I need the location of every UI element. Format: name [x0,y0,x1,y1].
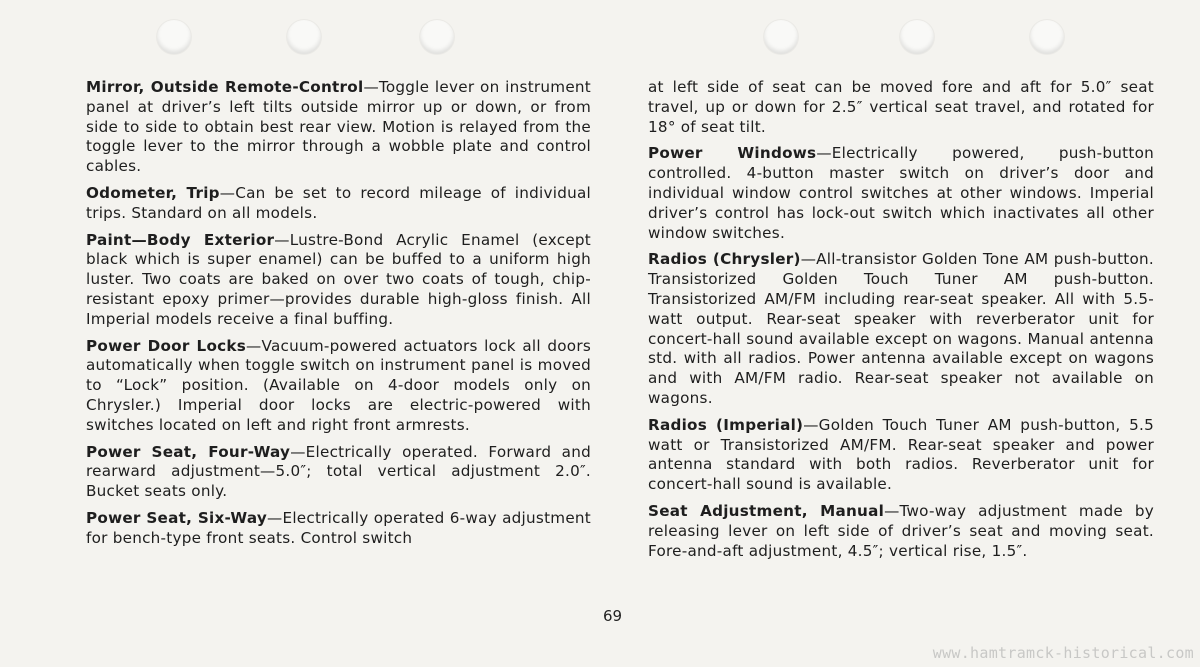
spec-term: Seat Adjustment, Manual [648,501,885,520]
spec-entry [86,184,591,224]
spec-entry [86,78,591,177]
spec-term: Radios (Imperial) [648,415,804,434]
spec-entry [86,231,591,330]
spec-entry [648,144,1154,243]
spec-term: Mirror, Outside Remote-Control [86,78,364,96]
left-column [86,78,591,556]
page-number: 69 [603,607,623,625]
spec-term: Radios (Chrysler) [648,250,801,269]
spec-text: at left side of seat can be moved fore and aft for 5.0″ seat travel, up or down for 2.5″ vertical seat travel, and rotated for 18° of seat tilt. [648,78,1154,136]
spec-entry [86,337,591,436]
spec-entry [648,502,1154,561]
spec-entry [648,416,1154,495]
binder-hole [764,20,798,54]
spec-text: —Electrically powered, push-button controlled. 4-button master switch on driver’s door and individual window control switches at other windows. Imperial driver’s control has lock-out switch which inactivates all other window switches. [648,144,1154,242]
spec-entry [648,250,1154,408]
spec-text: —All-transistor Golden Tone AM push-button. Transistorized Golden Touch Tuner AM push-button. Transistorized AM/FM including rear-seat speaker. All with 5.5-watt output. Rear-seat speaker with reverberator unit for concert-hall sound available except on wagons. Manual antenna std. with all radios. Power antenna available except on wagons and with AM/FM radio. Rear-seat speaker not available on wagons. [648,250,1154,407]
spec-text: —Can be set to record mileage of individual trips. Standard on all models. [86,183,591,222]
watermark: www.hamtramck-historical.com [932,644,1194,662]
spec-term: Odometer, Trip [86,183,220,202]
spec-text: —Electrically operated 6-way adjustment for bench-type front seats. Control switch [86,508,591,547]
binder-hole [287,20,321,54]
spec-text: —Vacuum-powered actuators lock all doors automatically when toggle switch on instrument panel is moved to “Lock” position. (Available on 4-door models only on Chrysler.) Imperial door locks are electric-powered with switches located on left and right front armrests. [86,336,591,434]
spec-text: —Toggle lever on instrument panel at driver’s left tilts outside mirror up or down, or from side to side to obtain best rear view. Motion is relayed from the toggle lever to the mirror through a wobble plate and control cables. [86,78,591,176]
spec-term: Paint—Body Exterior [86,230,275,249]
spec-text: —Golden Touch Tuner AM push-button, 5.5 watt or Transistorized AM/FM. Rear-seat speaker and power antenna standard with both radios. Reverberator unit for concert-hall sound is available. [648,415,1155,494]
spec-text: —Electrically operated. Forward and rearward adjustment—5.0″; total vertical adjustment 2.0″. Bucket seats only. [86,442,591,501]
spec-entry [86,509,591,549]
spec-text: —Two-way adjustment made by releasing lever on left side of driver’s seat and moving seat. Fore-and-aft adjustment, 4.5″; vertical rise, 1.5″. [648,501,1154,560]
spec-text: —Lustre-Bond Acrylic Enamel (except black which is super enamel) can be buffed to a uniform high luster. Two coats are baked on over two coats of tough, chip-resistant epoxy primer—provides durable high-gloss finish. All Imperial models receive a final buffing. [86,230,592,328]
spec-entry [86,443,591,502]
binder-hole [1030,20,1064,54]
spec-term: Power Seat, Six-Way [86,508,268,527]
binder-hole [420,20,454,54]
spec-term: Power Windows [648,144,817,163]
right-column [648,78,1154,568]
binder-hole [157,20,191,54]
spec-term: Power Seat, Four-Way [86,442,291,461]
spec-term: Power Door Locks [86,336,247,355]
spec-entry [648,78,1154,137]
binder-hole [900,20,934,54]
